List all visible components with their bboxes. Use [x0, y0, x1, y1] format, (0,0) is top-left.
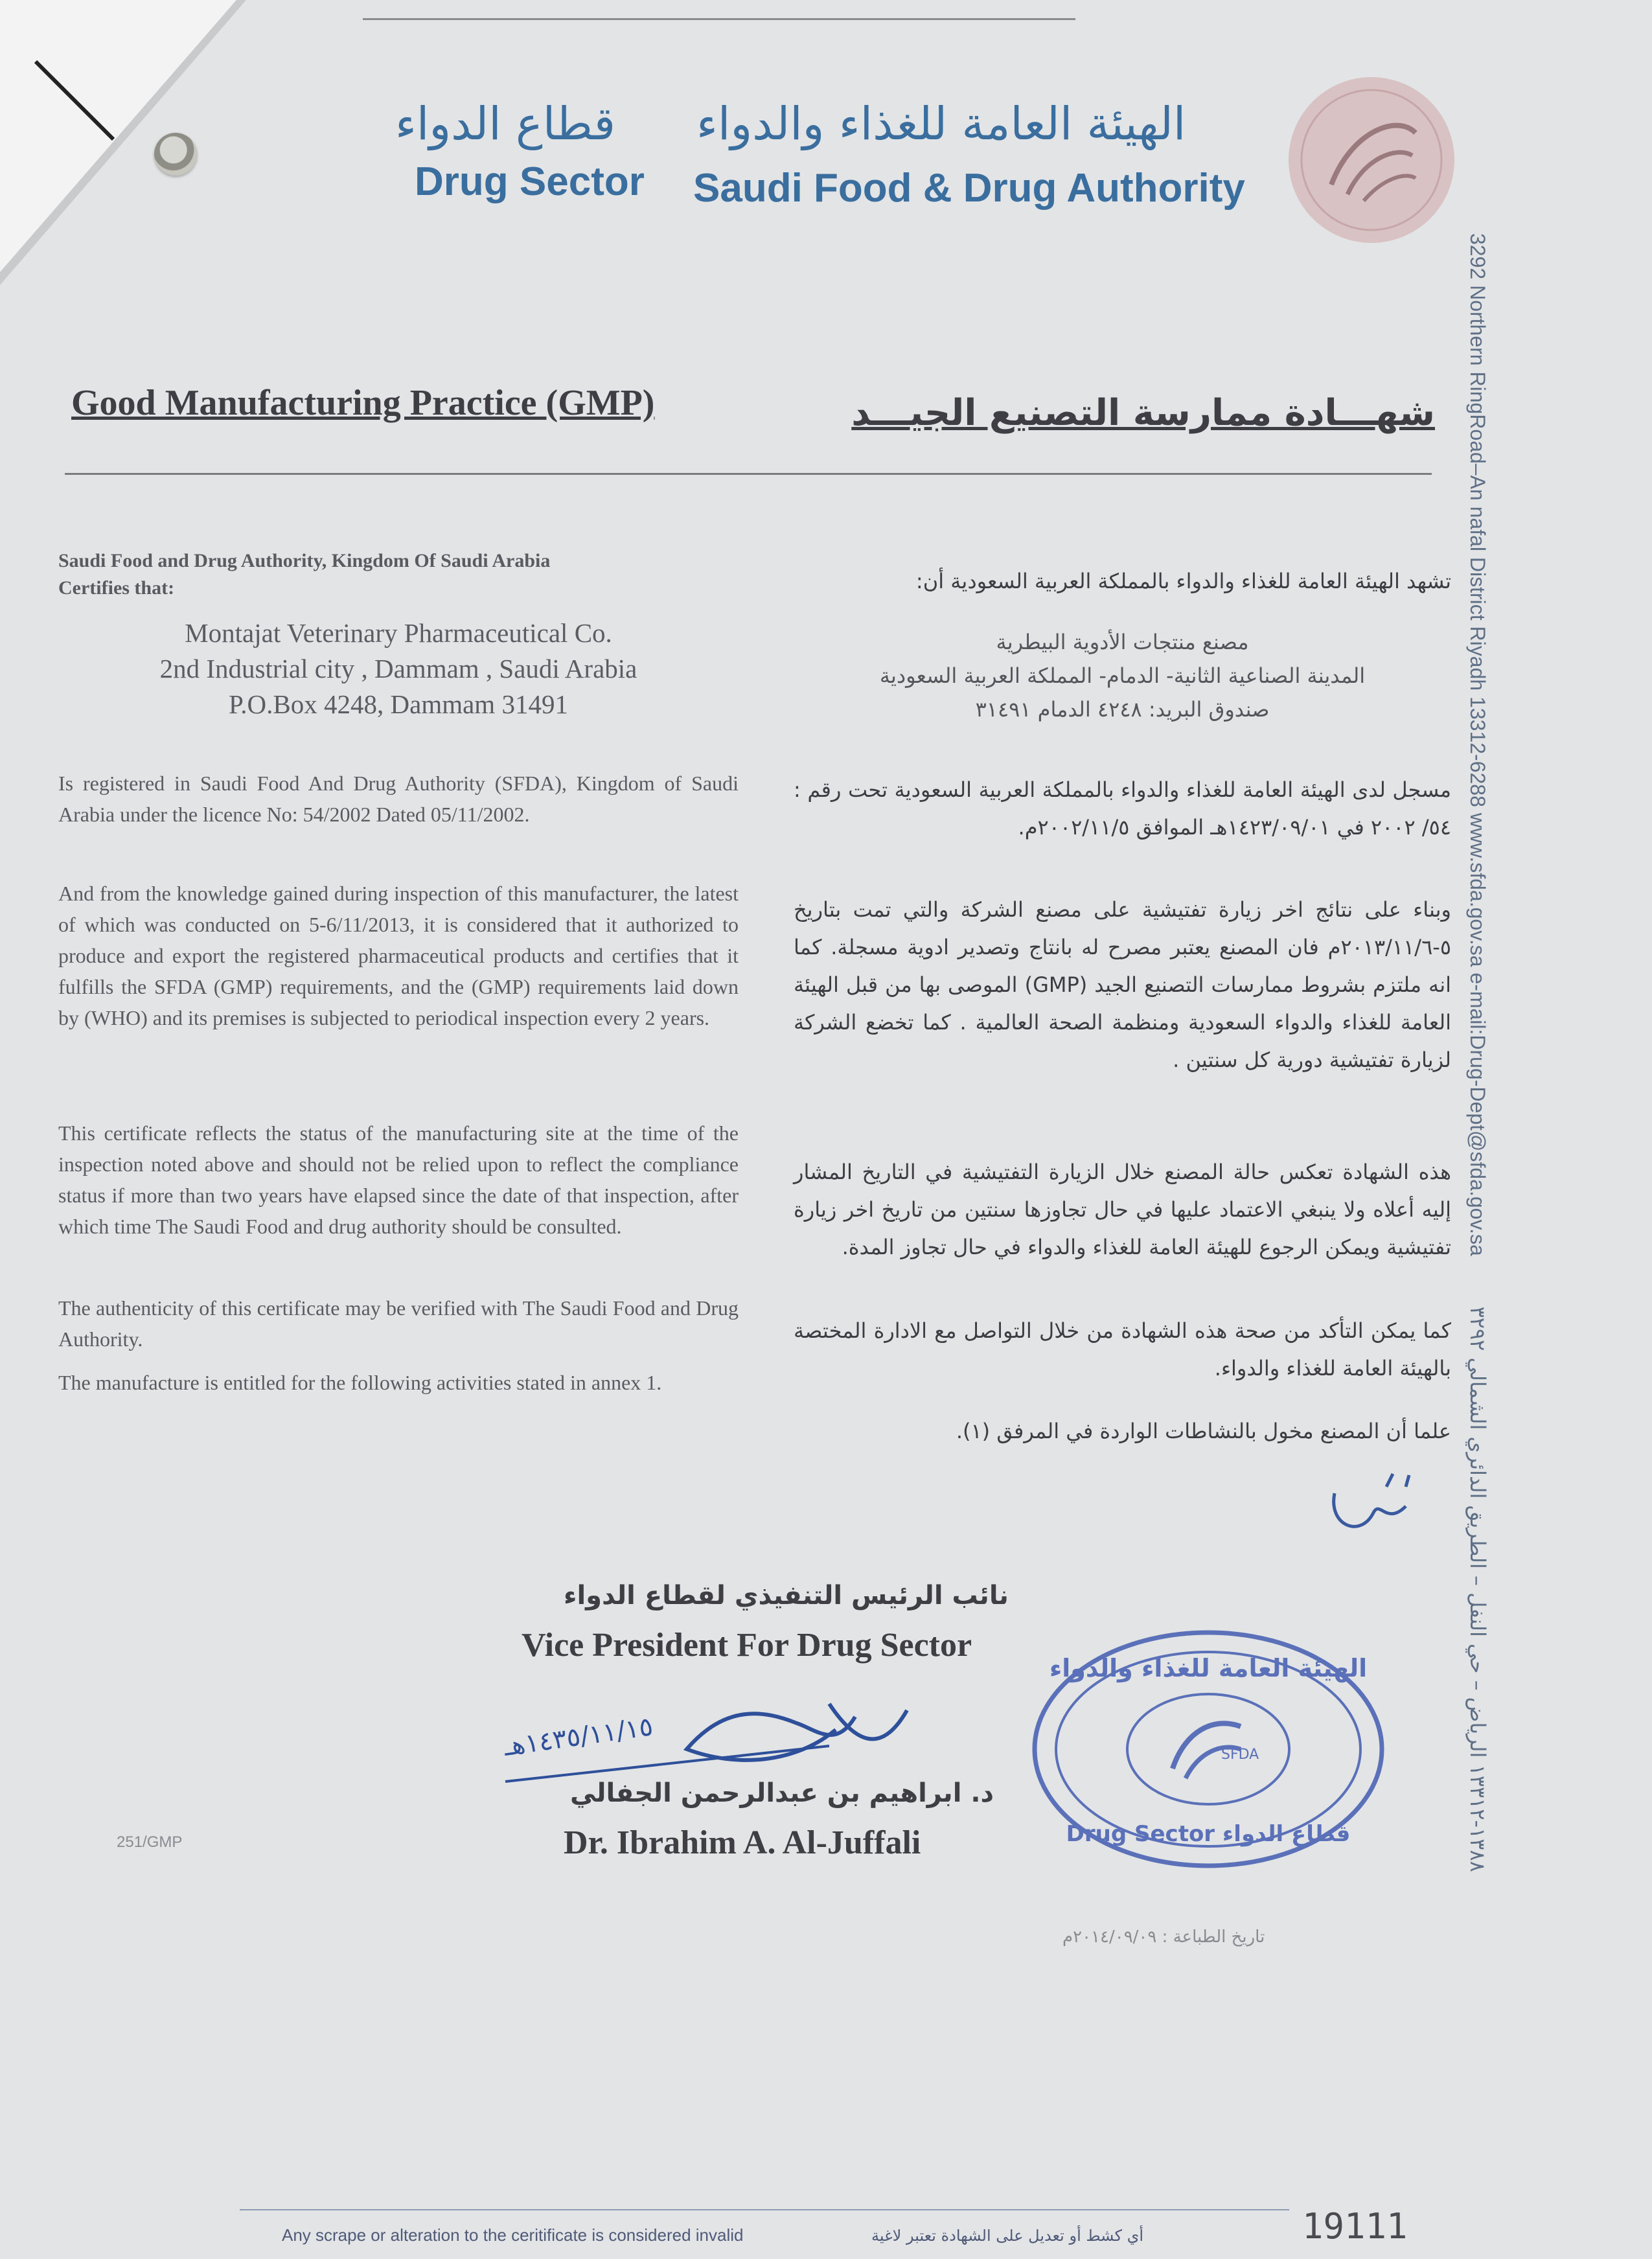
en-para4: The authenticity of this certificate may be verified with The Saudi Food and Drug Authority.: [58, 1296, 739, 1351]
en-para3: This certificate reflects the status of the manufacturing site at the time of the inspection noted above and should not be relied upon to reflect the compliance status if more than two years have elapsed since the date of that inspection, after which time The Saudi Food and drug authority should be consulted.: [58, 1121, 739, 1238]
footer-note-ar: أي كشط أو تعديل على الشهادة تعتبر لاغية: [871, 2227, 1144, 2245]
signatory-name-ar: د. ابراهيم بن عبدالرحمن الجفالي: [570, 1778, 994, 1808]
signatory-name-en: Dr. Ibrahim A. Al-Juffali: [564, 1824, 921, 1861]
footer-rule: [240, 2209, 1289, 2210]
stamp-bottom-text: Drug Sector قطاع الدواء: [1066, 1821, 1351, 1847]
ar-company-pobox: صندوق البريد: ٤٢٤٨ الدمام ٣١٤٩١: [975, 697, 1270, 722]
title-ar: شهـــادة ممارسة التصنيع الجيـــد: [851, 392, 1435, 434]
en-company-city: 2nd Industrial city , Dammam , Saudi Arabia: [159, 654, 637, 683]
page-corner-fold: [0, 0, 246, 285]
header-org-ar: الهيئة العامة للغذاء والدواء: [696, 97, 1186, 150]
stamp-top-text: الهيئة العامة للغذاء والدواء: [1049, 1654, 1368, 1682]
ar-para4: كما يمكن التأكد من صحة هذه الشهادة من خلال التواصل مع الادارة المختصة بالهيئة العامة للغذاء والدواء.: [794, 1318, 1451, 1381]
sidebar-address-text: [1465, 233, 1490, 1872]
ar-para3: هذه الشهادة تعكس حالة المصنع خلال الزيارة التفتيشية في التاريخ المشار إليه أعلاه ولا ينبغي الاعتماد عليها في حال تجاوزها سنتين من تاريخ اخر زيارة تفتيشية ويمكن الرجوع للهيئة العامة للغذاء والدواء في حال تجاوز المدة.: [794, 1160, 1451, 1259]
en-para2: And from the knowledge gained during inspection of this manufacturer, the latest of which was conducted on 5-6/11/2013, it is considered that it authorized to produce and export the registered pharmaceutical products and certifies that it fulfills the SFDA (GMP) requirements, and the (GMP) requirements laid down by (WHO) and its premises is subjected to periodical inspection every 2 years.: [58, 882, 739, 1029]
footer-note-en: Any scrape or alteration to the ceritificate is considered invalid: [282, 2225, 744, 2245]
en-para5: The manufacture is entitled for the following activities stated in annex 1.: [58, 1371, 662, 1394]
en-company-pobox: P.O.Box 4248, Dammam 31491: [229, 689, 568, 719]
ar-company-address: [794, 625, 1451, 726]
sfda-logo-seal: [1286, 75, 1458, 246]
header-sector-en: Drug Sector: [415, 159, 645, 204]
ar-para1: مسجل لدى الهيئة العامة للغذاء والدواء بالمملكة العربية السعودية تحت رقم : ٥٤/ ٢٠٠٢ في ١٤٢٣/٠٩/٠١هـ الموافق ٢٠٠٢/١١/٥م.: [794, 777, 1451, 840]
binder-hole: [154, 133, 197, 176]
reference-code: 251/GMP: [117, 1833, 183, 1851]
signatory-title-en: Vice President For Drug Sector: [522, 1627, 972, 1664]
official-stamp: [1027, 1626, 1390, 1872]
sidebar-address: [1445, 233, 1497, 2080]
title-en: Good Manufacturing Practice (GMP): [71, 383, 655, 423]
en-certifies-line2: Certifies that:: [58, 577, 175, 599]
en-certifies: [58, 547, 739, 602]
signatory-title-ar: نائب الرئيس التنفيذي لقطاع الدواء: [564, 1581, 1009, 1611]
serial-number: 19111: [1302, 2206, 1408, 2247]
en-company-address: [58, 615, 739, 722]
header-sector-ar: قطاع الدواء: [395, 97, 615, 150]
handwritten-initials: [1322, 1467, 1425, 1552]
ar-company-city: المدينة الصناعية الثانية- الدمام- المملكة العربية السعودية: [879, 663, 1366, 688]
header-org-en: Saudi Food & Drug Authority: [693, 166, 1245, 211]
sidebar-address-ar: ١٣٨٨-١٣٣١٢ الرياض – حي النفل – الطريق الدائري الشمالي ٣٢٩٢: [1465, 1306, 1490, 1872]
ar-para2: وبناء على نتائج اخر زيارة تفتيشية على مصنع الشركة والتي تمت بتاريخ ٥-٢٠١٣/١١/٦م فان المصنع يعتبر مصرح له بانتاج وتصدير ادوية مسجلة. كما انه ملتزم بشروط ممارسات التصنيع الجيد (GMP) الموصى بها من قبل الهيئة العامة للغذاء والدواء السعودية ومنظمة الصحة العالمية . كما تخضع الشركة لزيارة تفتيشية دورية كل سنتين .: [794, 897, 1452, 1072]
en-company-name: Montajat Veterinary Pharmaceutical Co.: [185, 618, 612, 648]
title-rule: [65, 473, 1432, 475]
sidebar-address-en: 3292 Northern RingRoad–An nafal District Riyadh 13312-6288 www.sfda.gov.sa e-mail:Drug-Dept@sfda.gov.sa: [1466, 233, 1489, 1256]
ar-certifies: تشهد الهيئة العامة للغذاء والدواء بالمملكة العربية السعودية أن:: [915, 569, 1451, 593]
en-certifies-line1: Saudi Food and Drug Authority, Kingdom Of Saudi Arabia: [58, 550, 551, 571]
print-date: تاريخ الطباعة : ٢٠١٤/٠٩/٠٩م: [1062, 1927, 1265, 1947]
signature-scribble: [492, 1665, 946, 1795]
ar-company-name: مصنع منتجات الأدوية البيطرية: [996, 630, 1249, 654]
signature-date: ١٤٣٥/١١/١٥هـ: [501, 1712, 655, 1762]
en-para1: Is registered in Saudi Food And Drug Authority (SFDA), Kingdom of Saudi Arabia under the licence No: 54/2002 Dated 05/11/2002.: [58, 772, 739, 826]
top-border-line: [363, 18, 1075, 20]
ar-para5: علما أن المصنع مخول بالنشاطات الواردة في المرفق (١).: [956, 1419, 1451, 1443]
stamp-inner-text: SFDA: [1221, 1747, 1259, 1763]
